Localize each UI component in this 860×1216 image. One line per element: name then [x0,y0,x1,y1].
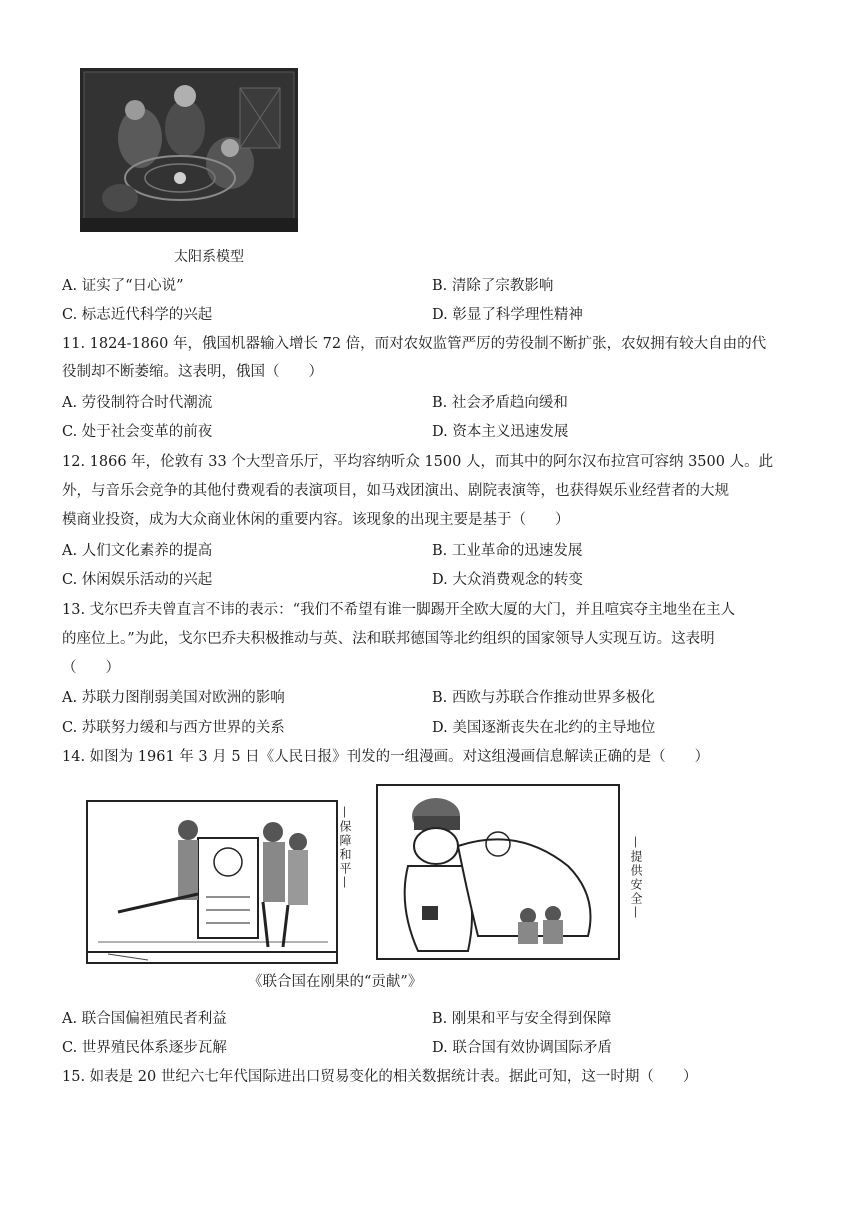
q12-option-d: D. 大众消费观念的转变 [432,572,583,588]
q13-option-d: D. 美国逐渐丧失在北约的主导地位 [432,720,656,736]
cartoon-right-panel [376,784,620,960]
q10-option-b: B. 清除了宗教影响 [432,278,554,294]
figure-caption: 太阳系模型 [174,249,244,265]
cartoon-left-panel [86,800,338,964]
q10-option-c: C. 标志近代科学的兴起 [62,307,213,323]
q13-option-b: B. 西欧与苏联合作推动世界多极化 [432,690,655,706]
q11-option-d: D. 资本主义迅速发展 [432,424,569,440]
q14-option-b: B. 刚果和平与安全得到保障 [432,1011,612,1027]
q11-stem-line2: 役制却不断萎缩。这表明，俄国（ ） [62,364,323,380]
q12-stem-line2: 外，与音乐会竞争的其他付费观看的表演项目，如马戏团演出、剧院表演等，也获得娱乐业经营者的大规 [62,483,729,499]
q12-stem-line3: 模商业投资，成为大众商业休闲的重要内容。该现象的出现主要是基于（ ） [62,512,570,528]
cartoon-soldier-illustration [378,786,618,958]
solar-system-model-image [80,68,298,232]
q11-stem-line1: 11. 1824-1860 年，俄国机器输入增长 72 倍，而对农奴监管严厉的劳役制不断扩张，农奴拥有较大自由的代 [62,336,767,352]
q12-option-b: B. 工业革命的迅速发展 [432,543,583,559]
q12-option-a: A. 人们文化素养的提高 [62,543,213,559]
cartoon-right-side-label: —提供安全— [629,836,643,920]
q13-stem-line2: 的座位上。”为此，戈尔巴乔夫积极推动与英、法和联邦德国等北约组织的国家领导人实现互访。这表明 [62,631,715,647]
cartoon-caption: 《联合国在刚果的“贡献”》 [248,974,423,990]
q10-option-a: A. 证实了“日心说” [62,278,184,294]
q10-option-d: D. 彰显了科学理性精神 [432,307,583,323]
cartoon-soldiers-illustration [88,802,336,962]
q13-option-c: C. 苏联努力缓和与西方世界的关系 [62,720,285,736]
q14-option-c: C. 世界殖民体系逐步瓦解 [62,1040,227,1056]
painting-illustration [80,68,298,232]
q13-stem-line1: 13. 戈尔巴乔夫曾直言不讳的表示：“我们不希望有谁一脚踢开全欧大厦的大门，并且喧宾夺主地坐在主人 [62,602,736,618]
q12-stem-line1: 12. 1866 年，伦敦有 33 个大型音乐厅，平均容纳听众 1500 人，而其中的阿尔汉布拉宫可容纳 3500 人。此 [62,454,774,470]
cartoon-left-side-label: —保障和平— [338,806,352,890]
q11-option-b: B. 社会矛盾趋向缓和 [432,395,568,411]
q14-option-d: D. 联合国有效协调国际矛盾 [432,1040,612,1056]
q11-option-c: C. 处于社会变革的前夜 [62,424,213,440]
q13-option-a: A. 苏联力图削弱美国对欧洲的影响 [62,690,285,706]
q11-option-a: A. 劳役制符合时代潮流 [62,395,213,411]
q14-stem-line1: 14. 如图为 1961 年 3 月 5 日《人民日报》刊发的一组漫画。对这组漫画信息解读正确的是（ ） [62,749,710,765]
q15-stem-line1: 15. 如表是 20 世纪六七年代国际进出口贸易变化的相关数据统计表。据此可知，这一时期（ ） [62,1069,698,1085]
q12-option-c: C. 休闲娱乐活动的兴起 [62,572,213,588]
q14-option-a: A. 联合国偏袒殖民者利益 [62,1011,227,1027]
q13-stem-line3: （ ） [62,660,120,676]
